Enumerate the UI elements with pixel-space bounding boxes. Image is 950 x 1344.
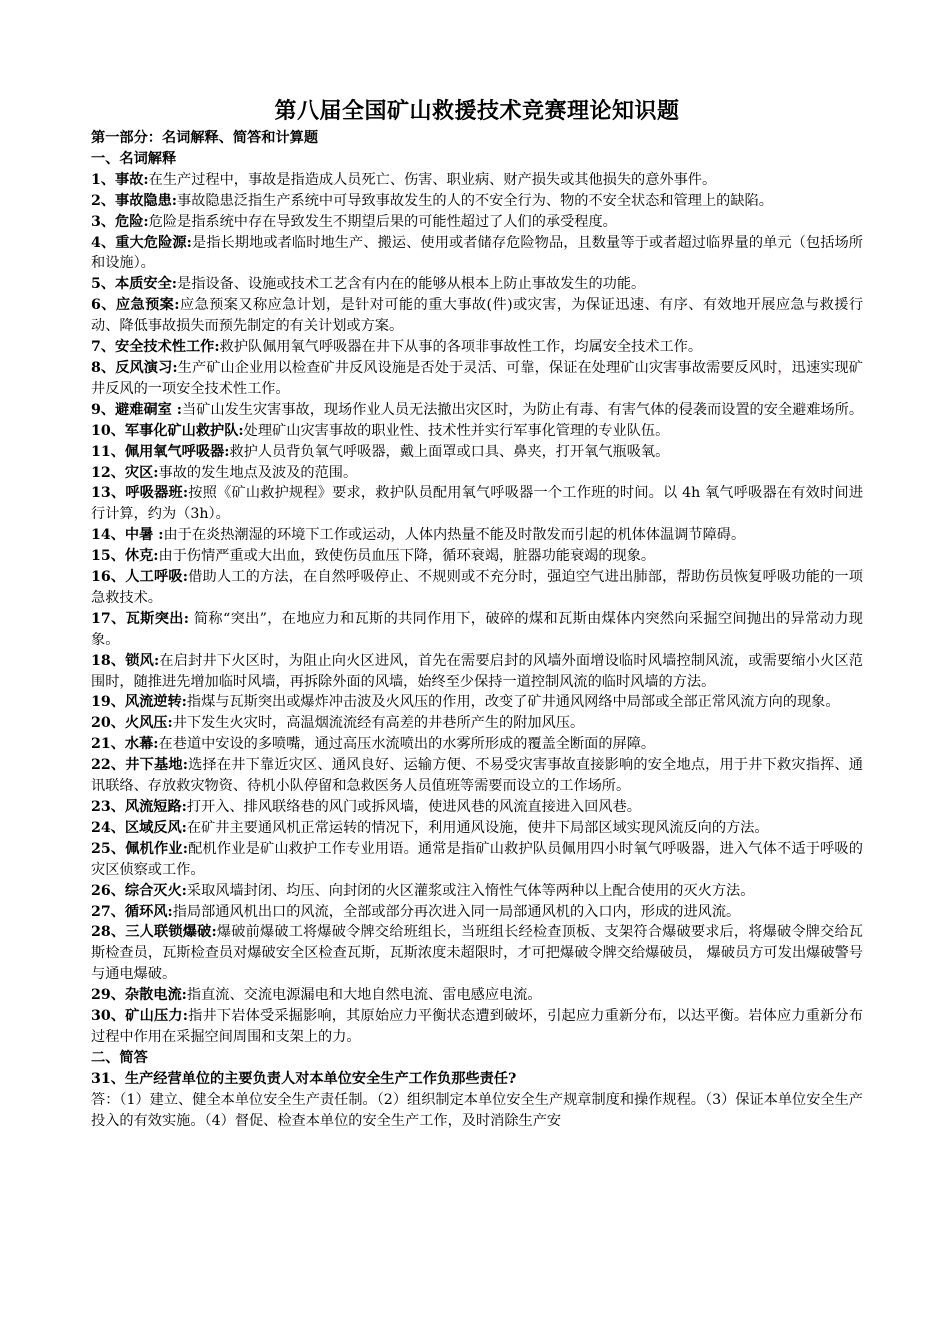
definition-item (91, 713, 863, 734)
definition-item (91, 1006, 863, 1048)
definition-term: 15、休克: (91, 548, 159, 565)
document-title: 第八届全国矿山救援技术竞赛理论知识题 (274, 98, 680, 124)
definition-item (91, 546, 863, 567)
definition-text: 在矿井主要通风机正常运转的情况下，利用通风设施，使井下局部区域实现风流反向的方法。 (186, 819, 769, 836)
definition-term: 4、重大危险源: (91, 234, 192, 251)
definition-term: 5、本质安全: (91, 276, 178, 293)
definition-term: 26、综合灭火: (91, 882, 187, 899)
definition-term: 18、锁风: (91, 652, 160, 669)
definition-term: 6、应急预案: (91, 297, 180, 314)
definition-text: 配机作业是矿山救护工作专业用语。通常是指矿山救护队员佩用四小时氧气呼吸器，进入气体不适于呼吸的灾区侦察或工作。 (91, 840, 863, 878)
definition-item (91, 170, 863, 191)
definition-text: 危险是指系统中存在导致发生不期望后果的可能性超过了人们的承受程度。 (148, 213, 617, 230)
part-heading: 第一部分：名词解释、简答和计算题 (91, 130, 319, 146)
definition-item (91, 421, 863, 442)
definition-item (91, 358, 863, 400)
definition-term: 29、杂散电流: (91, 987, 187, 1004)
definition-item (91, 567, 863, 609)
definition-text: 在启封井下火区时，为阻止向火区进风，首先在需要启封的风墙外面增设临时风墙控制风流，或需要缩小火区范围时，随推进先增加临时风墙，再拆除外面的风墙，始终至少保持一道控制风流的临时风墙的方法。 (91, 652, 863, 690)
definition-term: 27、循环风: (91, 903, 173, 920)
definition-item (91, 463, 863, 484)
definition-term: 24、区域反风: (91, 819, 187, 836)
definition-term: 7、安全技术性工作: (91, 339, 220, 356)
definition-term: 17、瓦斯突出: (91, 610, 190, 627)
definitions-list (91, 170, 863, 1048)
definition-term: 9、避难硐室 : (91, 401, 182, 418)
definition-text: 打开入、排风联络巷的风门或拆风墙，使进风巷的风流直接进入回风巷。 (186, 799, 641, 815)
definition-item (91, 525, 863, 546)
definition-item (91, 233, 863, 275)
definition-item (91, 692, 863, 713)
definition-text: 由于伤情严重或大出血，致使伤员血压下降，循环衰竭，脏器功能衰竭的现象。 (158, 548, 656, 565)
definition-text: 事故隐患泛指生产系统中可导致事故发生的人的不安全行为、物的不安全状态和管理上的缺陷。 (177, 192, 773, 209)
definition-item (91, 797, 863, 818)
definition-item (91, 734, 863, 755)
definition-text: 简称“突出”，在地应力和瓦斯的共同作用下，破碎的煤和瓦斯由煤体内突然向采掘空间抛出的异常动力现象。 (91, 610, 863, 648)
definition-item (91, 985, 863, 1006)
definition-text: 当矿山发生灾害事故，现场作业人员无法撤出灾区时，为防止有毒、有害气体的侵袭而设置的安全避难场所。 (182, 401, 864, 418)
definition-term: 1、事故: (91, 171, 149, 188)
answer-31: 答：（1）建立、健全本单位安全生产责任制。（2）组织制定本单位安全生产规章制度和操作规程。（3）保证本单位安全生产投入的有效实施。（4）督促、检查本单位的安全生产工作，及时消除生产安 (91, 1091, 863, 1129)
definition-item (91, 337, 863, 358)
question-31: 31、生产经营单位的主要负责人对本单位安全生产工作负那些责任? (91, 1070, 517, 1087)
definition-item (91, 483, 863, 525)
definition-text: 采取风墙封闭、均压、向封闭的火区灌浆或注入惰性气体等两种以上配合使用的灭火方法。 (186, 882, 755, 899)
definition-term: 28、三人联锁爆破: (91, 924, 217, 941)
definition-item (91, 839, 863, 881)
section-heading-definitions: 一、名词解释 (91, 150, 177, 167)
definition-text: 按照《矿山救护规程》要求，救护队员配用氧气呼吸器一个工作班的时间。以 4h 氧气呼吸器在有效时间进行计算，约为（3h）。 (91, 485, 864, 523)
document-page (91, 96, 863, 1132)
definition-item (91, 191, 863, 212)
definition-term: 19、风流逆转: (91, 694, 187, 711)
definition-item (91, 922, 863, 985)
definition-term: 16、人工呼吸: (91, 569, 188, 586)
definition-text: 在生产过程中，事故是指造成人员死亡、伤害、职业病、财产损失或其他损失的意外事件。 (148, 171, 717, 188)
definition-text-highlight: ， (777, 359, 792, 376)
definition-text: 事故的发生地点及波及的范围。 (158, 464, 358, 481)
definition-text: 爆破前爆破工将爆破令牌交给班组长，当班组长经检查顶板、支架符合爆破要求后，将爆破令牌交给瓦斯检查员，瓦斯检查员对爆破安全区检查瓦斯，瓦斯浓度未超限时，才可把爆破令牌交给爆破员， 爆破员方可发出爆破警号与通电爆破。 (91, 924, 863, 983)
definition-term: 21、水幕: (91, 736, 159, 753)
definition-text: 救护人员背负氧气呼吸器，戴上面罩或口具、鼻夹，打开氧气瓶吸氧。 (229, 443, 670, 460)
definition-text: 应急预案又称应急计划，是针对可能的重大事故(件)或灾害，为保证迅速、有序、有效地开展应急与救援行动、降低事故损失而预先制定的有关计划或方案。 (91, 297, 864, 335)
definition-term: 10、军事化矿山救护队: (91, 422, 244, 439)
definition-text: 指局部通风机出口的风流，全部或部分再次进入同一局部通风机的入口内，形成的进风流。 (172, 903, 741, 920)
definition-text: 指煤与瓦斯突出或爆炸冲击波及火风压的作用，改变了矿井通风网络中局部或全部正常风流方向的现象。 (186, 694, 840, 711)
definition-item (91, 212, 863, 233)
definition-text: 选择在井下靠近灾区、通风良好、运输方便、不易受灾害事故直接影响的安全地点，用于井下救灾指挥、通讯联络、存放救灾物资、待机小队停留和急救医务人员值班等需要而设立的工作场所。 (91, 757, 863, 795)
definition-term: 3、危险: (91, 213, 149, 230)
definition-item (91, 651, 863, 693)
definition-term: 30、矿山压力: (91, 1008, 188, 1025)
definition-text: 救护队佩用氧气呼吸器在井下从事的各项非事故性工作，均属安全技术工作。 (219, 339, 703, 356)
definition-text: 处理矿山灾害事故的职业性、技术性并实行军事化管理的专业队伍。 (243, 422, 670, 439)
definition-term: 12、灾区: (91, 464, 159, 481)
definition-text: 指直流、交流电源漏电和大地自然电流、雷电感应电流。 (186, 987, 542, 1004)
section-heading-short-answer: 二、简答 (91, 1049, 148, 1066)
definition-term: 2、事故隐患: (91, 192, 178, 209)
definition-term: 23、风流短路: (91, 799, 187, 815)
definition-item (91, 818, 863, 839)
definition-text: 生产矿山企业用以检查矿井反风设施是否处于灵活、可靠，保证在处理矿山灾害事故需要反风时 (177, 359, 778, 376)
definition-term: 8、反风演习: (91, 359, 178, 376)
definition-item (91, 295, 863, 337)
definition-text: 井下发生火灾时，高温烟流流经有高差的井巷所产生的附加风压。 (172, 715, 585, 732)
definition-term: 13、呼吸器班: (91, 485, 189, 502)
definition-term: 20、火风压: (91, 715, 173, 732)
definition-term: 11、佩用氧气呼吸器: (91, 443, 230, 460)
definition-term: 22、井下基地: (91, 757, 188, 774)
definition-item (91, 755, 863, 797)
definition-text: 借助人工的方法，在自然呼吸停止、不规则或不充分时，强迫空气进出肺部，帮助伤员恢复呼吸功能的一项急救技术。 (91, 569, 863, 606)
definition-text: 是指长期地或者临时地生产、搬运、使用或者储存危险物品，且数量等于或者超过临界量的单元（包括场所和设施）。 (91, 234, 863, 272)
definition-text: 在巷道中安设的多喷嘴，通过高压水流喷出的水雾所形成的覆盖全断面的屏障。 (158, 736, 656, 753)
definition-text-continued: 迅速实现矿井反风的一项安全技术性工作。 (91, 359, 863, 397)
definition-item (91, 442, 863, 463)
definition-item (91, 400, 863, 421)
definition-term: 14、中暑 : (91, 527, 164, 544)
definition-item (91, 902, 863, 923)
definition-item (91, 881, 863, 902)
definition-text: 指井下岩体受采掘影响，其原始应力平衡状态遭到破坏，引起应力重新分布，以达平衡。岩体应力重新分布过程中作用在采掘空间周围和支架上的力。 (91, 1008, 863, 1045)
definition-text: 由于在炎热潮湿的环境下工作或运动，人体内热量不能及时散发而引起的机体体温调节障碍。 (163, 527, 746, 544)
definition-text: 是指设备、设施或技术工艺含有内在的能够从根本上防止事故发生的功能。 (177, 276, 646, 293)
definition-term: 25、佩机作业: (91, 840, 188, 857)
definition-item (91, 274, 863, 295)
definition-item (91, 609, 863, 651)
